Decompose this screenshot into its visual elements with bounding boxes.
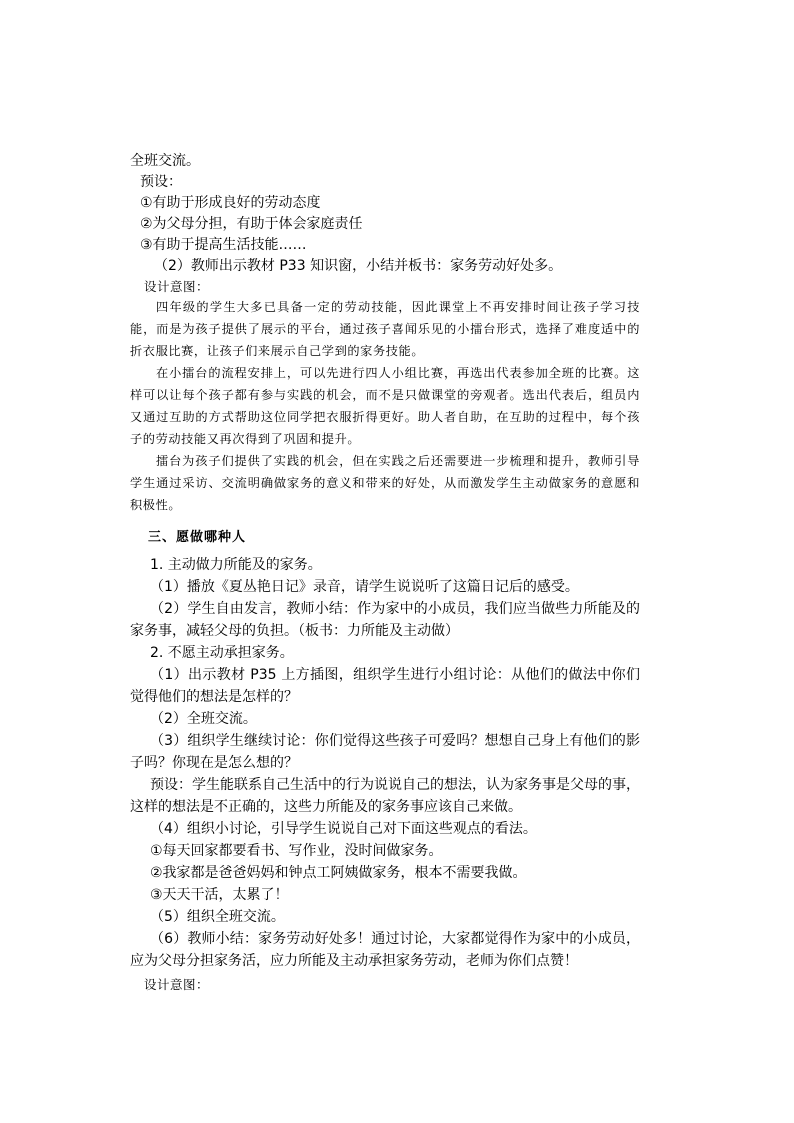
design-intent-label: 设计意图： (144, 279, 210, 294)
design-intent-label: 设计意图： (144, 977, 210, 992)
text-line: 全班交流。 (130, 153, 200, 169)
text-line: ③有助于提高生活技能…… (140, 237, 307, 253)
list-item: 2. 不愿主动承担家务。 (150, 645, 294, 661)
section-heading: 三、愿做哪种人 (148, 530, 247, 545)
list-item: （6）教师小结：家务劳动好处多！通过讨论，大家都觉得作为家中的小成员，应为父母分担家务活，应力所能及主动承担家务劳动，老师为你们点赞！ (130, 931, 640, 969)
design-intent-paragraph: 四年级的学生大多已具备一定的劳动技能，因此课堂上不再安排时间让孩子学习技能，而是为孩子提供了展示的平台，通过孩子喜闻乐见的小擂台形式，选择了难度适中的折衣服比赛，让孩子们来展示自己学到的家务技能。 (130, 300, 640, 358)
text-line: ②为父母分担，有助于体会家庭责任 (140, 216, 363, 232)
list-item: ①每天回家都要看书、写作业，没时间做家务。 (150, 843, 443, 859)
list-item: （3）组织学生继续讨论：你们觉得这些孩子可爱吗？想想自己身上有他们的影子吗？你现在是怎么想的？ (130, 733, 640, 771)
list-item: （5）组织全班交流。 (150, 909, 285, 925)
list-item: （1）播放《夏丛艳日记》录音，请学生说说听了这篇日记后的感受。 (150, 579, 579, 595)
list-item: ②我家都是爸爸妈妈和钟点工阿姨做家务，根本不需要我做。 (150, 865, 527, 881)
design-intent-paragraph: 擂台为孩子们提供了实践的机会，但在实践之后还需要进一步梳理和提升，教师引导学生通过采访、交流明确做家务的意义和带来的好处，从而激发学生主动做家务的意愿和积极性。 (130, 454, 640, 512)
list-item: （1）出示教材 P35 上方插图，组织学生进行小组讨论：从他们的做法中你们觉得他们的想法是怎样的？ (130, 667, 640, 705)
list-item: （2）学生自由发言，教师小结：作为家中的小成员，我们应当做些力所能及的家务事，减轻父母的负担。（板书：力所能及主动做） (130, 601, 640, 639)
design-intent-paragraph: 在小擂台的流程安排上，可以先进行四人小组比赛，再选出代表参加全班的比赛。这样可以让每个孩子都有参与实践的机会，而不是只做课堂的旁观者。选出代表后，组员内又通过互助的方式帮助这位同学把衣服折得更好。助人者自助，在互助的过程中，每个孩子的劳动技能又再次得到了巩固和提升。 (130, 366, 640, 446)
list-item: （4）组织小讨论，引导学生说说自己对下面这些观点的看法。 (150, 821, 537, 837)
text-line: ①有助于形成良好的劳动态度 (140, 195, 321, 211)
list-item: 1. 主动做力所能及的家务。 (150, 557, 322, 573)
list-item: 预设：学生能联系自己生活中的行为说说自己的想法，认为家务事是父母的事，这样的想法是不正确的，这些力所能及的家务事应该自己来做。 (130, 777, 640, 815)
text-line: （2）教师出示教材 P33 知识窗，小结并板书：家务劳动好处多。 (154, 258, 563, 274)
text-line: 预设： (140, 174, 182, 190)
list-item: （2）全班交流。 (150, 711, 257, 727)
document-content (130, 151, 640, 994)
list-item: ③天天干活，太累了！ (150, 887, 289, 903)
